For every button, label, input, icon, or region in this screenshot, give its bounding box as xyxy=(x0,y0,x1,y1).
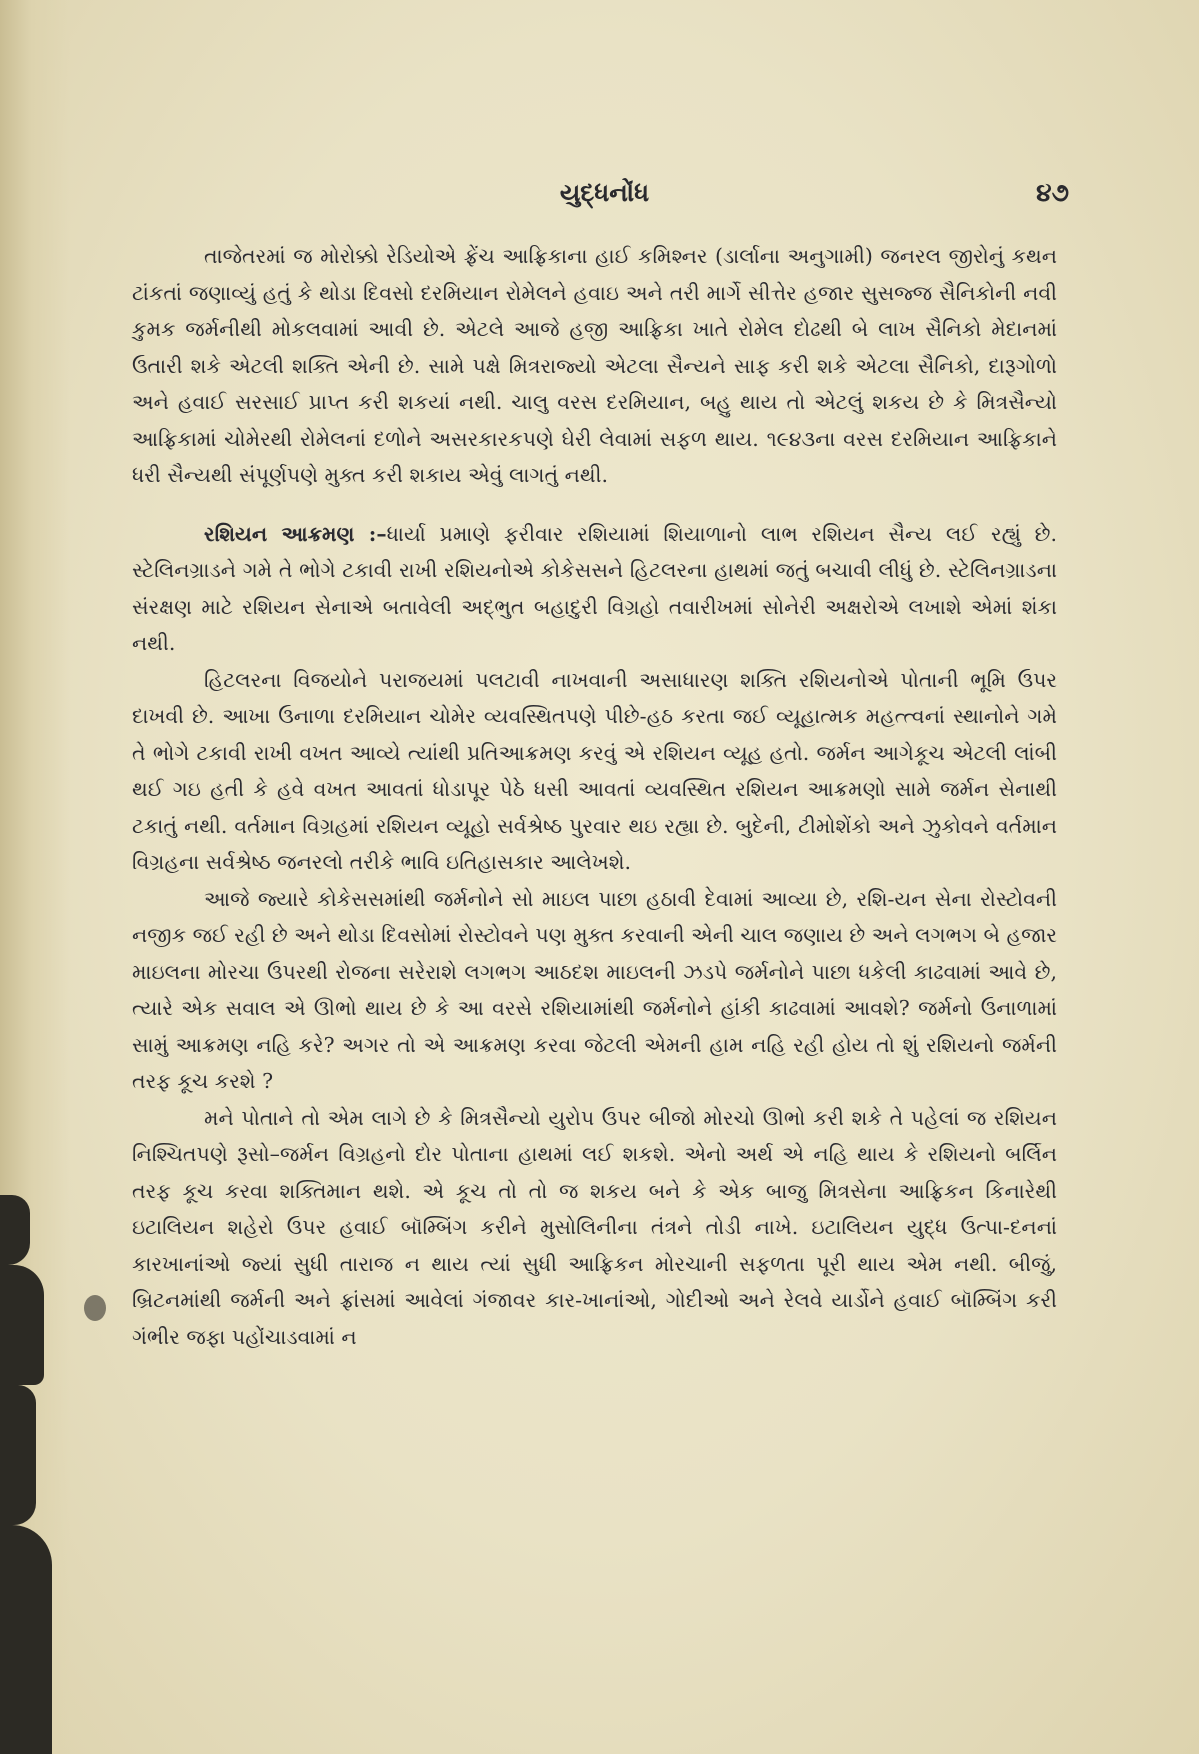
running-title: યુદ્ધનોંધ xyxy=(559,178,650,207)
page-header xyxy=(140,178,1069,218)
section-lead: રશિયન આક્રમણ :– xyxy=(204,521,387,546)
page-number: ૪૭ xyxy=(1036,178,1069,207)
torn-edge xyxy=(0,1195,30,1265)
paragraph: મને પોતાને તો એમ લાગે છે કે મિત્રસૈન્યો યુરોપ ઉપર બીજો મોરચો ઊભો કરી શકે તે પહેલાં જ રશિયન નિશ્ચિતપણે રૂસો–જર્મન વિગ્રહનો દોર પોતાના હાથમાં લઈ શકશે. એનો અર્થ એ નહિ થાય કે રશિયનો બર્લિન તરફ કૂચ કરવા શક્તિમાન થશે. એ કૂચ તો તો જ શકય બને કે એક બાજુ મિત્રસેના આફ્રિકન કિનારેથી ઇટાલિયન શહેરો ઉપર હવાઈ બૉમ્બિંગ કરીને મુસોલિનીના તંત્રને તોડી નાખે. ઇટાલિયન યુદ્ધ ઉત્પા-દનનાં કારખાનાંઓ જ્યાં સુધી તારાજ ન થાય ત્યાં સુધી આફ્રિકન મોરચાની સફળતા પૂરી થાય એમ નથી. બીજું, બ્રિટનમાંથી જર્મની અને ફ્રાંસમાં આવેલાં ગંજાવર કાર-ખાનાંઓ, ગોદીઓ અને રેલવે યાર્ડોને હવાઈ બૉમ્બિંગ કરી ગંભીર જફા પહોંચાડવામાં ન xyxy=(132,1105,1057,1349)
torn-edge xyxy=(0,1525,52,1754)
paragraph xyxy=(132,516,1057,662)
body-text xyxy=(132,238,1057,1355)
ink-stain xyxy=(84,1295,106,1321)
paragraph: તાજેતરમાં જ મોરોક્કો રેડિયોએ ફ્રેંચ આફ્રિકાના હાઈ કમિશ્નર (ડાર્લાના અનુગામી) જનરલ જીરોનું કથન ટાંકતાં જણાવ્યું હતું કે થોડા દિવસો દરમિયાન રોમેલને હવાઇ અને તરી માર્ગે સીત્તેર હજાર સુસજ્જ સૈનિકોની નવી કુમક જર્મનીથી મોકલવામાં આવી છે. એટલે આજે હજી આફ્રિકા ખાતે રોમેલ દોઢથી બે લાખ સૈનિકો મેદાનમાં ઉતારી શકે એટલી શક્તિ એની છે. સામે પક્ષે મિત્રરાજ્યો એટલા સૈન્યને સાફ કરી શકે એટલા સૈનિકો, દારૂગોળો અને હવાઈ સરસાઈ પ્રાપ્ત કરી શકયાં નથી. ચાલુ વરસ દરમિયાન, બહુ થાય તો એટલું શકય છે કે મિત્રસૈન્યો આફ્રિકામાં ચોમેરથી રોમેલનાં દળોને અસરકારકપણે ઘેરી લેવામાં સફળ થાય. ૧૯૪૩ના વરસ દરમિયાન આફ્રિકાને ધરી સૈન્યથી સંપૂર્ણપણે મુક્ત કરી શકાય એવું લાગતું નથી. xyxy=(132,244,1057,487)
torn-edge xyxy=(0,1265,44,1385)
torn-edge xyxy=(0,1385,36,1525)
paragraph: હિટલરના વિજયોને પરાજયમાં પલટાવી નાખવાની અસાધારણ શક્તિ રશિયનોએ પોતાની ભૂમિ ઉપર દાખવી છે. આખા ઉનાળા દરમિયાન ચોમેર વ્યવસ્થિતપણે પીછે-હઠ કરતા જઈ વ્યૂહાત્મક મહત્ત્વનાં સ્થાનોને ગમે તે ભોગે ટકાવી રાખી વખત આવ્યે ત્યાંથી પ્રતિઆક્રમણ કરવું એ રશિયન વ્યૂહ હતો. જર્મન આગેકૂચ એટલી લાંબી થઈ ગઇ હતી કે હવે વખત આવતાં ધોડાપૂર પેઠે ધસી આવતાં વ્યવસ્થિત રશિયન આક્રમણો સામે જર્મન સેનાથી ટકાતું નથી. વર્તમાન વિગ્રહમાં રશિયન વ્યૂહો સર્વશ્રેષ્ઠ પુરવાર થઇ રહ્યા છે. બુદેની, ટીમોશેંકો અને ઝુકોવને વર્તમાન વિગ્રહના સર્વશ્રેષ્ઠ જનરલો તરીકે ભાવિ ઇતિહાસકાર આલેખશે. xyxy=(132,667,1057,874)
paragraph-gap xyxy=(132,494,1057,516)
paragraph-text: ધાર્યા પ્રમાણે ફરીવાર રશિયામાં શિયાળાનો લાભ રશિયન સૈન્ય લઈ રહ્યું છે. સ્ટેલિનગ્રાડને ગમે તે ભોગે ટકાવી રાખી રશિયનોએ કોકેસસને હિટલરના હાથમાં જતું બચાવી લીધું છે. સ્ટેલિનગ્રાડના સંરક્ષણ માટે રશિયન સેનાએ બતાવેલી અદ્ભુત બહાદુરી વિગ્રહો તવારીખમાં સોનેરી અક્ષરોએ લખાશે એમાં શંકા નથી. xyxy=(132,521,1057,655)
paragraph: આજે જ્યારે કોકેસસમાંથી જર્મનોને સો માઇલ પાછા હઠાવી દેવામાં આવ્યા છે, રશિ-યન સેના રોસ્ટોવની નજીક જઈ રહી છે અને થોડા દિવસોમાં રોસ્ટોવને પણ મુક્ત કરવાની એની ચાલ જણાય છે અને લગભગ બે હજાર માઇલના મોરચા ઉપરથી રોજના સરેરાશે લગભગ આઠદશ માઇલની ઝડપે જર્મનોને પાછા ધકેલી કાઢવામાં આવે છે, ત્યારે એક સવાલ એ ઊભો થાય છે કે આ વરસે રશિયામાંથી જર્મનોને હાંકી કાઢવામાં આવશે? જર્મનો ઉનાળામાં સામું આક્રમણ નહિ કરે? અગર તો એ આક્રમણ કરવા જેટલી એમની હામ નહિ રહી હોય તો શું રશિયનો જર્મની તરફ કૂચ કરશે ? xyxy=(132,886,1058,1093)
